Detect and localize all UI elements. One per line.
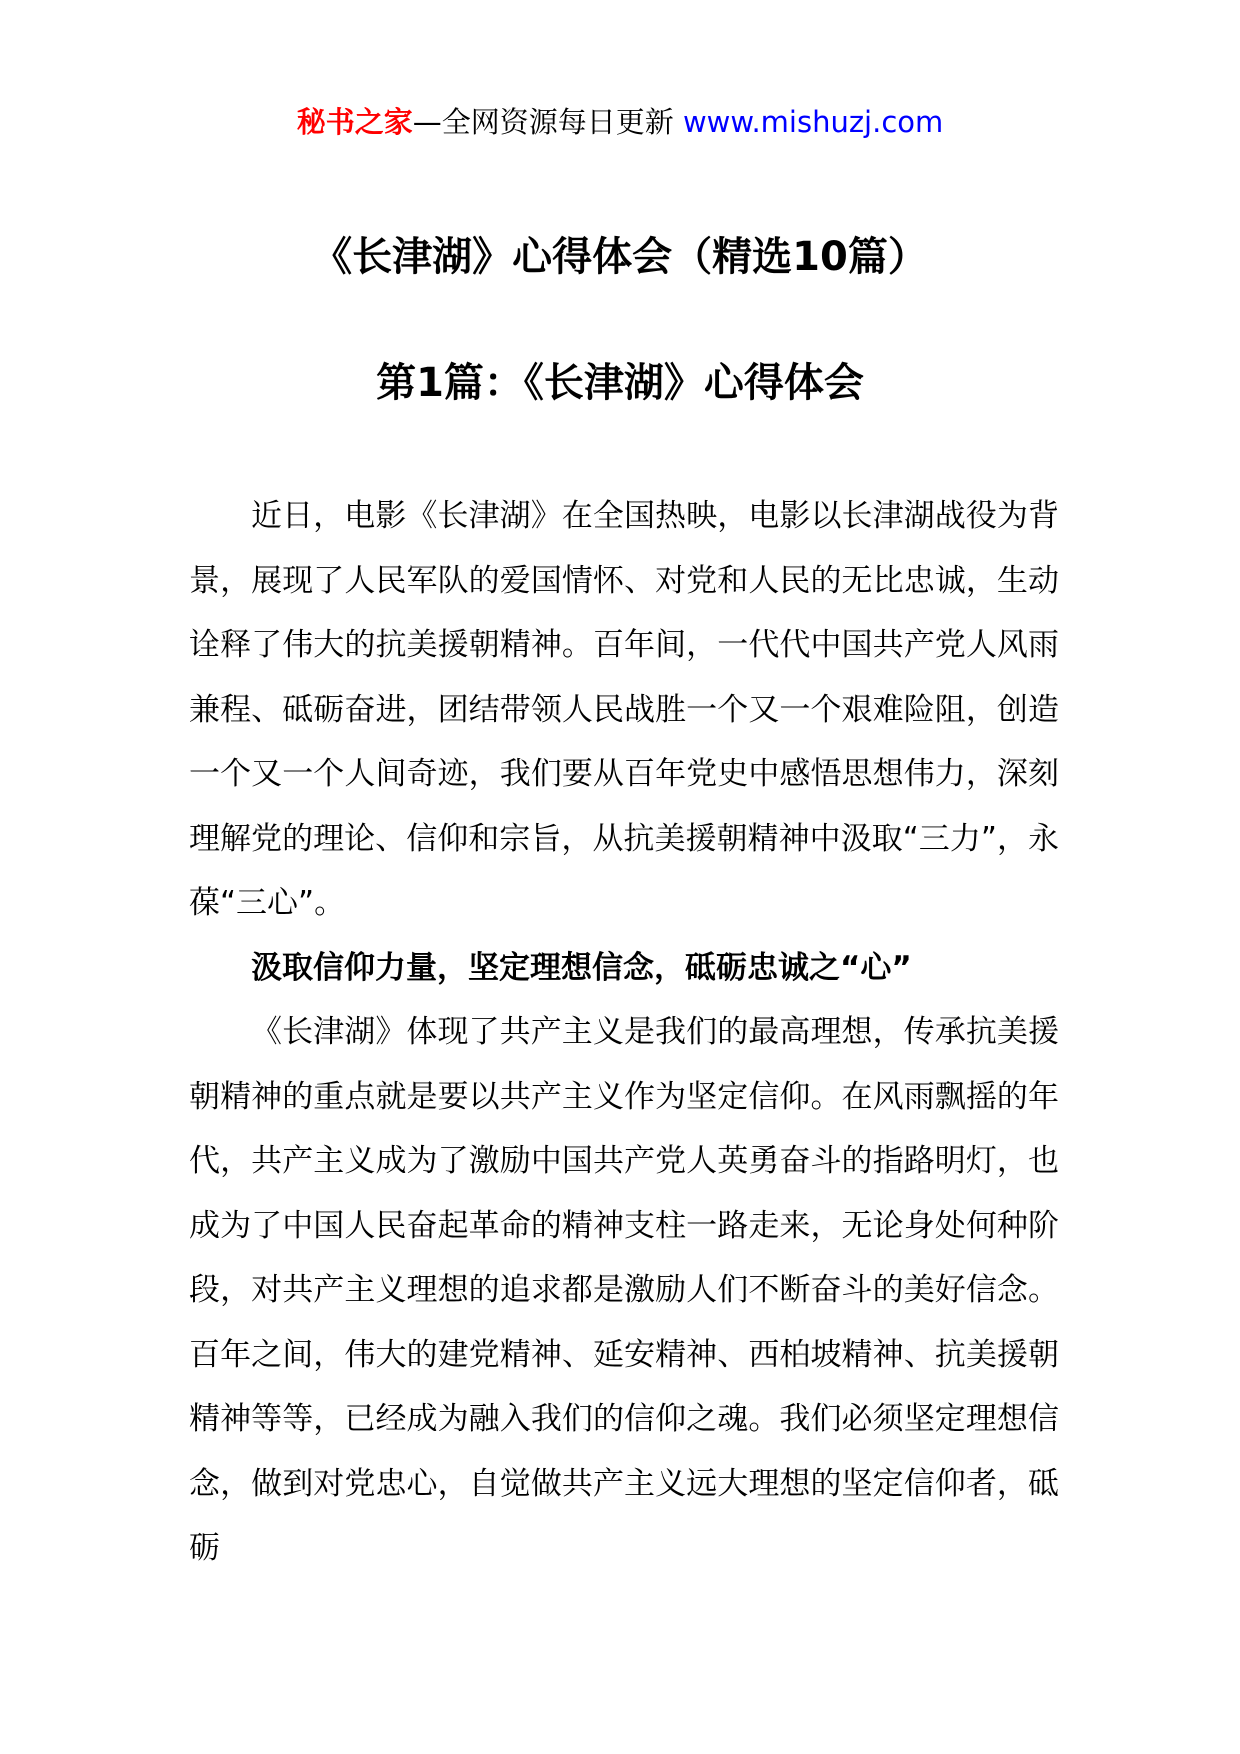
site-header xyxy=(0,100,1240,144)
section-title: 第1篇：《长津湖》心得体会 xyxy=(376,360,864,406)
document-title: 《长津湖》心得体会（精选10篇） xyxy=(312,234,928,280)
body-paragraph-1: 近日，电影《长津湖》在全国热映，电影以长津湖战役为背景，展现了人民军队的爱国情怀、对党和人民的无比忠诚，生动诠释了伟大的抗美援朝精神。百年间，一代代中国共产党人风雨兼程、砥砺奋进，团结带领人民战胜一个又一个艰难险阻，创造一个又一个人间奇迹，我们要从百年党史中感悟思想伟力，深刻理解党的理论、信仰和宗旨，从抗美援朝精神中汲取“三力”，永葆“三心”。 xyxy=(189,498,1059,921)
subheading-1: 汲取信仰力量，坚定理想信念，砥砺忠诚之“心” xyxy=(251,949,912,986)
header-slogan: —全网资源每日更新 xyxy=(412,105,683,139)
site-url-link[interactable]: www.mishuzj.com xyxy=(682,105,944,139)
document-body xyxy=(189,484,1059,1581)
brand-name: 秘书之家 xyxy=(296,105,413,139)
body-paragraph-2: 《长津湖》体现了共产主义是我们的最高理想，传承抗美援朝精神的重点就是要以共产主义作为坚定信仰。在风雨飘摇的年代，共产主义成为了激励中国共产党人英勇奋斗的指路明灯，也成为了中国人民奋起革命的精神支柱一路走来，无论身处何种阶段，对共产主义理想的追求都是激励人们不断奋斗的美好信念。百年之间，伟大的建党精神、延安精神、西柏坡精神、抗美援朝精神等等，已经成为融入我们的信仰之魂。我们必须坚定理想信念，做到对党忠心，自觉做共产主义远大理想的坚定信仰者，砥砺 xyxy=(189,1014,1059,1566)
